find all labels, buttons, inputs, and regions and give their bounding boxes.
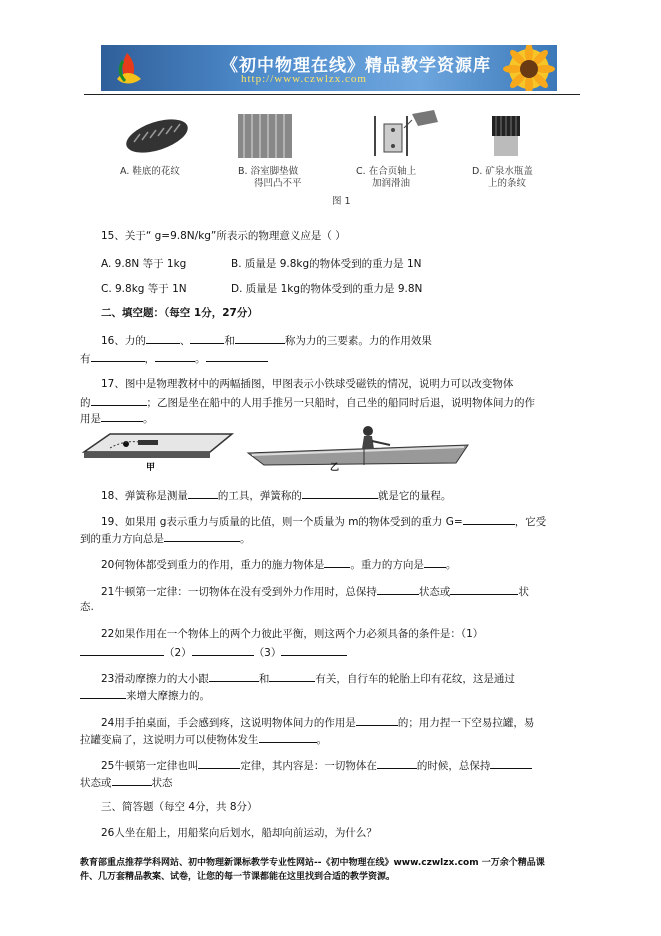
- blank[interactable]: [198, 757, 240, 769]
- q25-line2: 状态或 状态: [80, 774, 173, 790]
- bottle-cap-image: [486, 112, 526, 160]
- header-rule: [84, 94, 580, 95]
- bath-mat-image: [232, 112, 298, 160]
- caption-a: A. 鞋底的花纹: [120, 166, 180, 177]
- blank[interactable]: [450, 583, 518, 595]
- blank[interactable]: [206, 350, 268, 362]
- blank[interactable]: [91, 350, 145, 362]
- blank[interactable]: [80, 687, 126, 699]
- q22-line1: 22如果作用在一个物体上的两个力彼此平衡，则这两个力必须具备的条件是：（1）: [101, 628, 484, 640]
- header-url[interactable]: http://www.czwlzx.com: [241, 73, 367, 85]
- footer-line2: 件、几万套精品教案、试卷，让您的每一节课都能在这里找到合适的教学资源。: [80, 872, 396, 882]
- q24-line1: 24用手拍桌面，手会感到疼，这说明物体间力的作用是 的；用力捏一下空易拉罐，易: [101, 714, 534, 730]
- blank[interactable]: [463, 513, 515, 525]
- blank[interactable]: [188, 487, 218, 499]
- figure-yi-boats: [244, 425, 476, 471]
- hinge-oil-image: [366, 110, 442, 160]
- blank[interactable]: [190, 332, 224, 344]
- shoe-sole-image: [122, 112, 192, 160]
- blank[interactable]: [490, 757, 532, 769]
- figure-yi-label: 乙: [330, 463, 340, 473]
- blank[interactable]: [91, 394, 147, 406]
- site-logo-icon: [109, 49, 145, 87]
- blank[interactable]: [80, 644, 164, 656]
- blank[interactable]: [269, 670, 315, 682]
- blank[interactable]: [101, 410, 143, 422]
- blank[interactable]: [324, 556, 350, 568]
- q15-option-c: C. 9.8kg 等于 1N: [101, 283, 187, 295]
- header-title: 《初中物理在线》精品教学资源库: [221, 56, 491, 76]
- blank[interactable]: [377, 757, 417, 769]
- q22-line2: （2） （3）: [80, 644, 347, 660]
- blank[interactable]: [259, 731, 317, 743]
- q16-line1: 16、力的 、 和 称为力的三要素。力的作用效果: [101, 332, 432, 348]
- q15-stem: 15、关于“ g=9.8N/kg”所表示的物理意义应是（ ）: [101, 230, 346, 242]
- blank[interactable]: [155, 350, 195, 362]
- blank[interactable]: [192, 644, 254, 656]
- q24-line2: 拉罐变扁了，这说明力可以使物体发生 。: [80, 731, 327, 747]
- q23-line2: 来增大摩擦力的。: [80, 687, 210, 703]
- q21-line1: 21牛顿第一定律：一切物体在没有受到外力作用时，总保持 状态或 状: [101, 583, 529, 599]
- section-2-heading: 二、填空题：（每空 1分，27分）: [101, 307, 258, 319]
- section-3-heading: 三、简答题（每空 4分，共 8分）: [101, 801, 258, 813]
- q15-option-b: B. 质量是 9.8kg的物体受到的重力是 1N: [231, 258, 422, 270]
- figure-jia-magnet-ball: [80, 430, 236, 470]
- q19-line1: 19、如果用 g表示重力与质量的比值，则一个质量为 m的物体受到的重力 G= ，它受: [101, 513, 546, 529]
- blank[interactable]: [281, 644, 347, 656]
- q21-line2: 态.: [80, 601, 94, 613]
- blank[interactable]: [164, 530, 240, 542]
- q16-line2: 有 ， 。: [80, 350, 268, 366]
- q26-line: 26人坐在船上，用船桨向后划水，船却向前运动，为什么？: [101, 827, 377, 839]
- q17-line1: 17、图中是物理教材中的两幅插图，甲图表示小铁球受磁铁的情况，说明力可以改变物体: [101, 378, 514, 390]
- blank[interactable]: [356, 714, 398, 726]
- caption-d: D. 矿泉水瓶盖 上的条纹: [472, 166, 533, 189]
- q25-line1: 25牛顿第一定律也叫 定律，其内容是：一切物体在 的时候，总保持: [101, 757, 532, 773]
- q17-line3: 用是 。: [80, 410, 154, 426]
- caption-c: C. 在合页轴上 加润滑油: [356, 166, 417, 189]
- blank[interactable]: [235, 332, 285, 344]
- blank[interactable]: [112, 774, 152, 786]
- blank[interactable]: [146, 332, 180, 344]
- figure-label: 图 1: [332, 196, 351, 207]
- header-banner: [101, 45, 557, 91]
- footer-line1: 教育部重点推荐学科网站、初中物理新课标教学专业性网站--《初中物理在线》www.czwlzx.com 一万余个精品课: [80, 858, 545, 868]
- q19-line2: 到的重力方向总是 。: [80, 530, 251, 546]
- blank[interactable]: [424, 556, 446, 568]
- q15-option-d: D. 质量是 1kg的物体受到的重力是 9.8N: [231, 283, 423, 295]
- figure-1: [110, 110, 560, 216]
- blank[interactable]: [377, 583, 419, 595]
- q20-line: 20何物体都受到重力的作用，重力的施力物体是 。重力的方向是 。: [101, 556, 456, 572]
- caption-b: B. 浴室脚垫做 得凹凸不平: [238, 166, 302, 189]
- sunflower-icon: [499, 45, 557, 91]
- blank[interactable]: [209, 670, 259, 682]
- q23-line1: 23滑动摩擦力的大小跟 和 有关，自行车的轮胎上印有花纹，这是通过: [101, 670, 515, 686]
- figure-jia-label: 甲: [146, 463, 156, 473]
- q18-line: 18、弹簧称是测量 的工具，弹簧称的 就是它的量程。: [101, 487, 451, 503]
- blank[interactable]: [302, 487, 378, 499]
- q15-option-a: A. 9.8N 等于 1kg: [101, 258, 187, 270]
- q17-line2: 的 ；乙图是坐在船中的人用手推另一只船时，自己坐的船同时后退，说明物体间力的作: [80, 394, 535, 410]
